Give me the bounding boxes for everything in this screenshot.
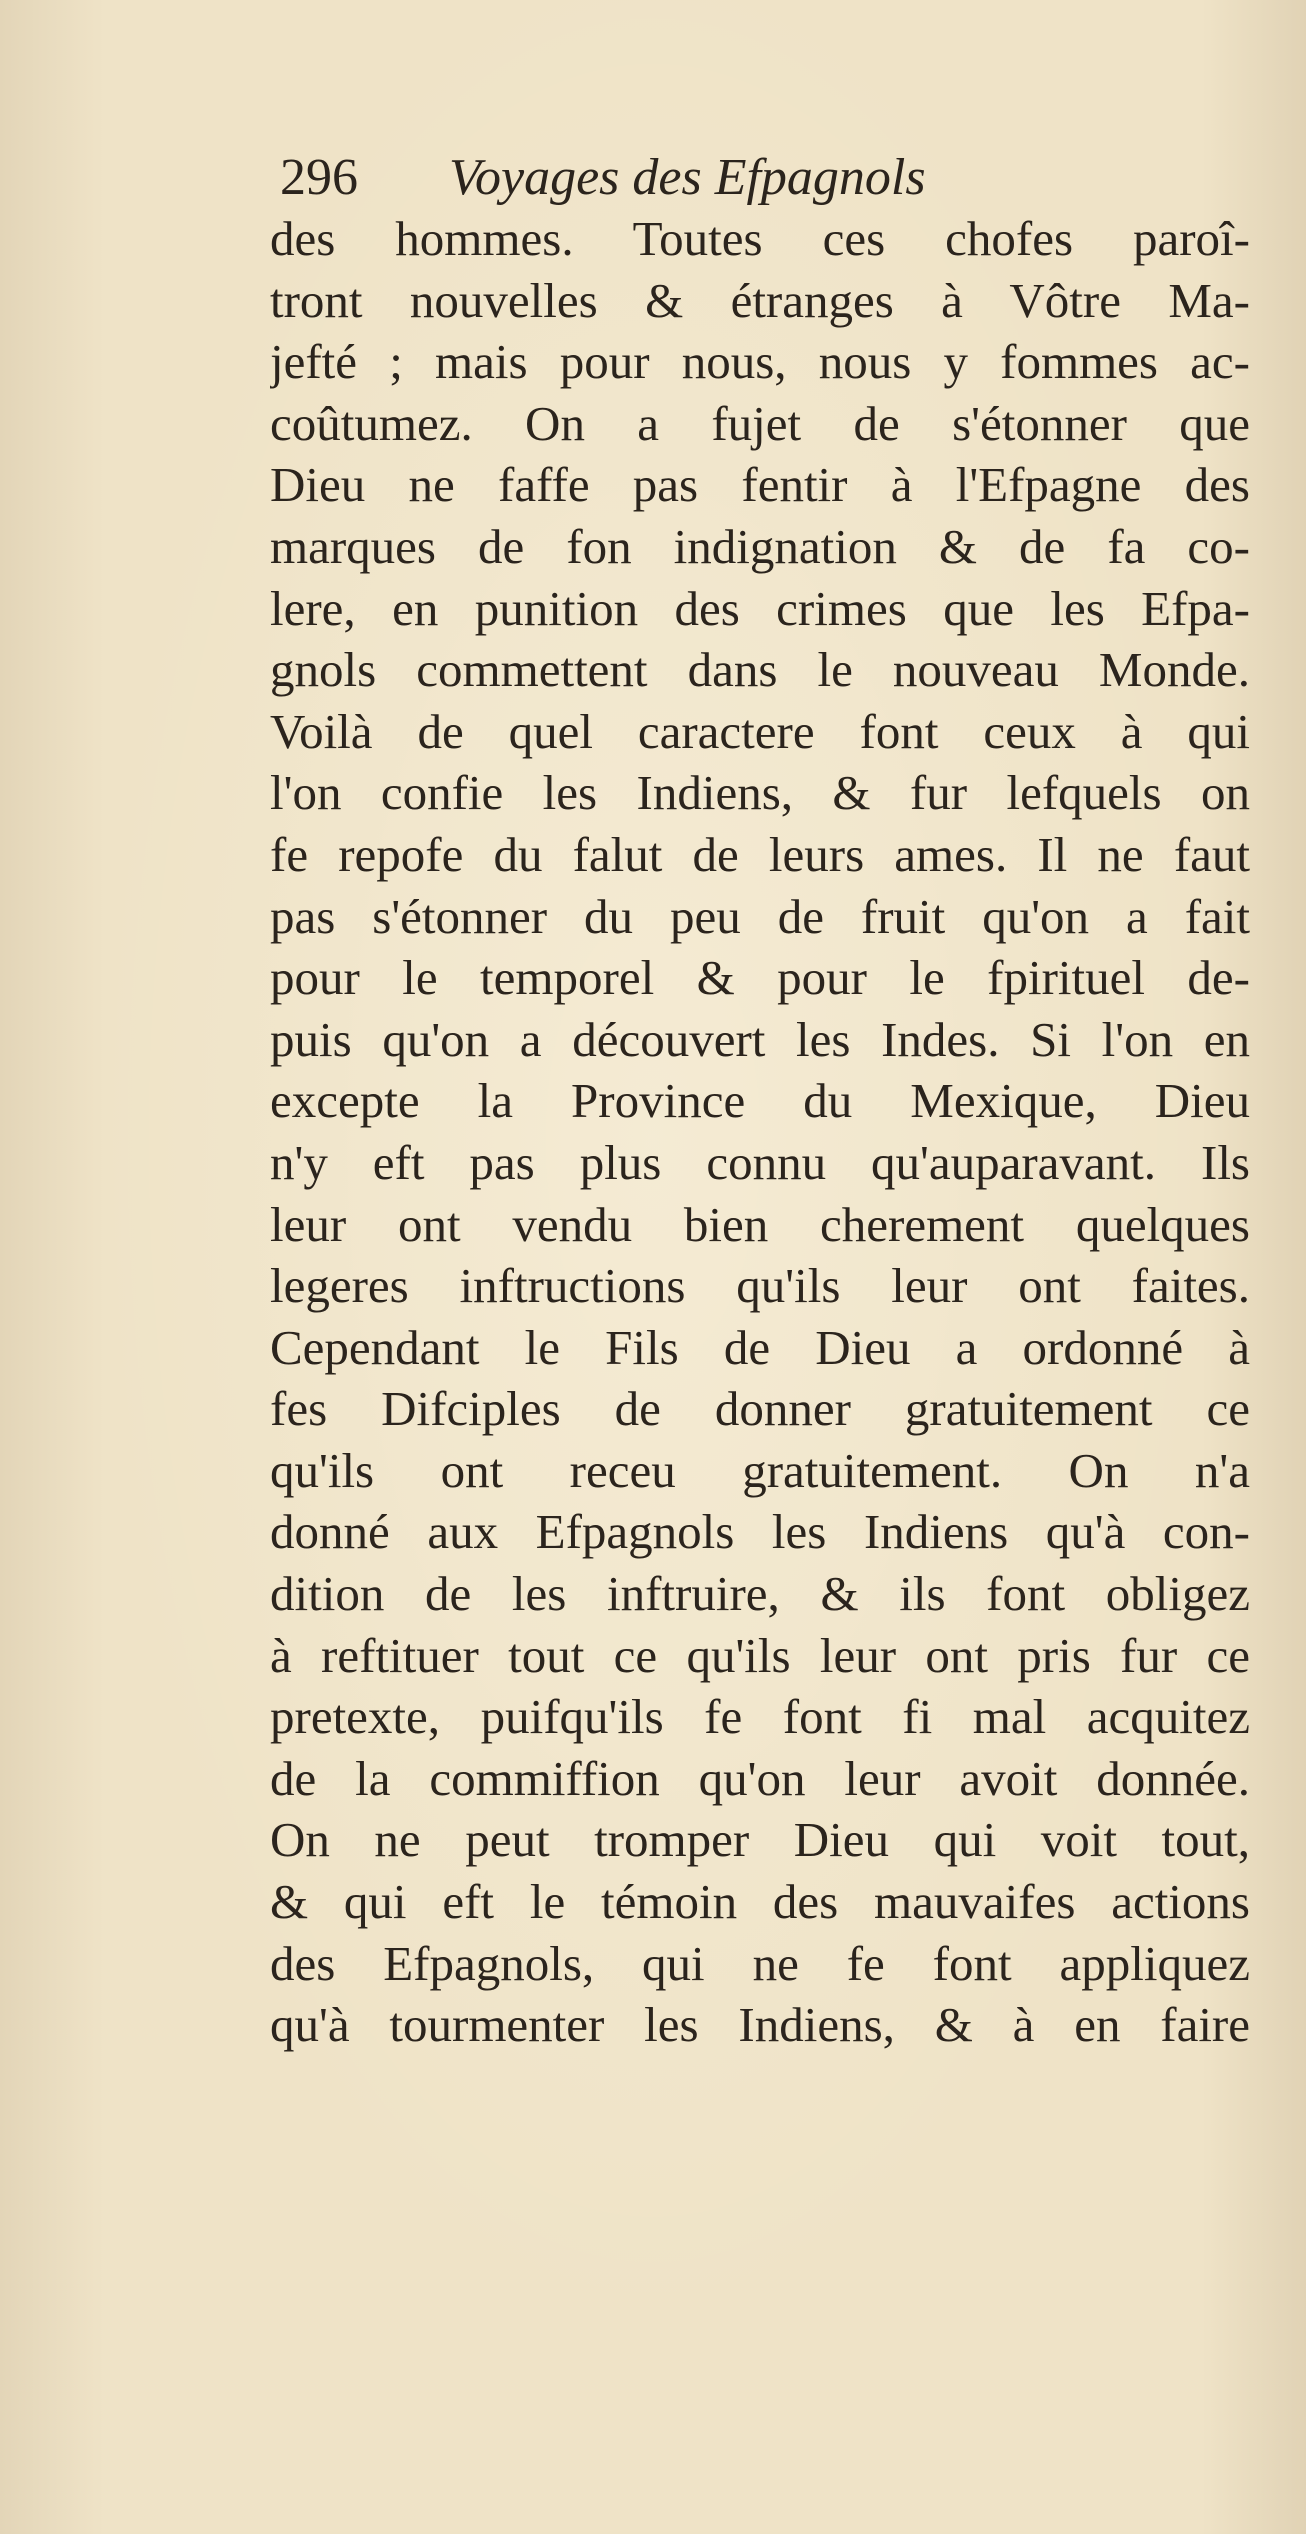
text-line: pas s'étonner du peu de fruit qu'on a fait [270, 888, 1250, 944]
text-line: qu'à tourmenter les Indiens, & à en faire [270, 1997, 1250, 2053]
text-line: de la commiffion qu'on leur avoit donnée. [270, 1750, 1250, 1806]
text-line: des Efpagnols, qui ne fe font appliquez [270, 1935, 1250, 1991]
text-line: Cependant le Fils de Dieu a ordonné à [270, 1319, 1250, 1375]
text-line: à reftituer tout ce qu'ils leur ont pris fur ce [270, 1627, 1250, 1683]
text-line: puis qu'on a découvert les Indes. Si l'on en [270, 1011, 1250, 1067]
text-line: n'y eft pas plus connu qu'auparavant. Ils [270, 1134, 1250, 1190]
body-text [270, 208, 1250, 2056]
text-line: On ne peut tromper Dieu qui voit tout, [270, 1812, 1250, 1868]
page-header [280, 148, 1080, 208]
text-line: pour le temporel & pour le fpirituel de- [270, 950, 1250, 1006]
text-line: marques de fon indignation & de fa co- [270, 518, 1250, 574]
text-line: Dieu ne faffe pas fentir à l'Efpagne des [270, 457, 1250, 513]
text-line: dition de les inftruire, & ils font obligez [270, 1566, 1250, 1622]
text-line: lere, en punition des crimes que les Efpa- [270, 580, 1250, 636]
text-line: legeres inftructions qu'ils leur ont faites. [270, 1258, 1250, 1314]
text-line: tront nouvelles & étranges à Vôtre Ma- [270, 272, 1250, 328]
text-line: pretexte, puifqu'ils fe font fi mal acquitez [270, 1689, 1250, 1745]
text-line: jefté ; mais pour nous, nous y fommes ac- [270, 334, 1250, 390]
text-line: l'on confie les Indiens, & fur lefquels on [270, 765, 1250, 821]
text-line: Voilà de quel caractere font ceux à qui [270, 703, 1250, 759]
text-line: qu'ils ont receu gratuitement. On n'a [270, 1442, 1250, 1498]
text-line: leur ont vendu bien cherement quelques [270, 1196, 1250, 1252]
page-number: 296 [280, 149, 358, 206]
text-line: coûtumez. On a fujet de s'étonner que [270, 395, 1250, 451]
text-line: & qui eft le témoin des mauvaifes actions [270, 1874, 1250, 1930]
text-line: excepte la Province du Mexique, Dieu [270, 1073, 1250, 1129]
text-line: des hommes. Toutes ces chofes paroî- [270, 211, 1250, 266]
text-line: fe repofe du falut de leurs ames. Il ne faut [270, 826, 1250, 882]
text-line: fes Difciples de donner gratuitement ce [270, 1381, 1250, 1437]
running-title: Voyages des Efpagnols [449, 149, 926, 206]
text-line: gnols commettent dans le nouveau Monde. [270, 642, 1250, 698]
text-line: donné aux Efpagnols les Indiens qu'à con- [270, 1504, 1250, 1560]
